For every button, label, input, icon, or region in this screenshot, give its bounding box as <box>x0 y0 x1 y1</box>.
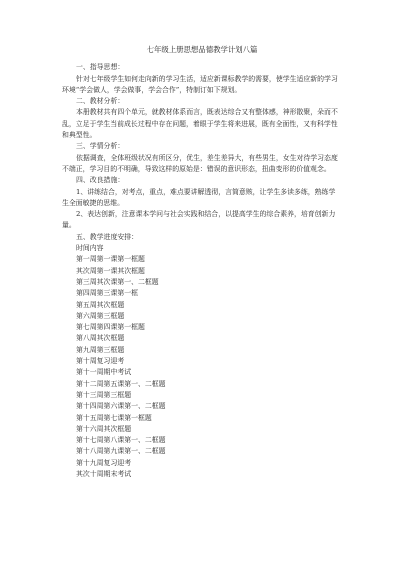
schedule-item: 其次周第一课其次框题 <box>76 266 145 275</box>
schedule-item: 第十八周第九课第一、二框题 <box>76 447 166 456</box>
schedule-item: 第十九周复习迎考 <box>76 458 132 467</box>
schedule-item: 第四周第三课第一框 <box>76 289 139 298</box>
document-page <box>62 44 342 480</box>
section-heading-improvement-measures: 四、改良措施： <box>76 176 125 185</box>
section-body-textbook-analysis: 本册教材共有四个单元，就教材体系而言，既表达综合又有整体感，神形散聚，朵而不乱，立足于学生当前成长过程中存在问题，着眼于学生将来进展，既有全面性，又有科学性和典型性。 <box>62 108 338 140</box>
schedule-item: 第九周第三框题 <box>76 345 125 354</box>
measure-item: 1、讲练结合，对考点，重点，难点要讲解透彻，言简意赅，让学生多读多练，熟练学生全面敏捷的思维。 <box>62 187 336 207</box>
schedule-heading: 五、教学进度安排： <box>76 232 139 241</box>
schedule-item: 第十四周第六课第一、二框题 <box>76 402 166 411</box>
schedule-item: 第十五周第七课第一框题 <box>76 413 152 422</box>
schedule-item: 第十二周第五课第一、二框题 <box>76 379 166 388</box>
document-title: 七年级上册思想品德教学计划八篇 <box>146 45 258 54</box>
schedule-item: 第十三周第三框题 <box>76 390 132 399</box>
schedule-item: 第十一周期中考试 <box>76 368 132 377</box>
section-heading-student-analysis: 三、学情分析： <box>76 142 125 151</box>
schedule-item: 第十七周第八课第一、二框题 <box>76 436 166 445</box>
schedule-item: 第一周第一课第一框题 <box>76 255 145 264</box>
schedule-item: 第五周其次框题 <box>76 300 125 309</box>
measure-item: 2、表达创新，注意课本学问与社会实践和结合，以提高学生的综合素养，培育创新力量。 <box>62 210 336 230</box>
schedule-item: 第十六周其次框题 <box>76 424 132 433</box>
section-body-guiding-thought: 针对七年级学生如何走向新的学习生活，适应新课标教学的需要，使学生适应新的学习环境“学会做人，学会做事，学会合作”，特制订如下规划。 <box>62 74 338 94</box>
schedule-list <box>62 254 342 480</box>
schedule-item: 第七周第四课第一框题 <box>76 323 145 332</box>
section-heading-textbook-analysis: 二、教材分析： <box>76 97 125 106</box>
schedule-item: 第八周其次框题 <box>76 334 125 343</box>
section-heading-guiding-thought: 一、指导思想： <box>76 63 125 72</box>
schedule-item: 其次十周期末考试 <box>76 469 132 478</box>
schedule-subheading: 时间内容 <box>76 244 104 253</box>
schedule-item: 第六周第三框题 <box>76 311 125 320</box>
schedule-item: 第十周复习迎考 <box>76 357 125 366</box>
section-body-student-analysis: 依据调查，全体班级状况有所区分，优生，差生差异大，有些男生，女生对待学习态度不端正，学习目的不明确，导致这样的原始是：错误的意识形态，扭曲变形的价值观念。 <box>62 153 338 173</box>
schedule-item: 第三周其次课第一、二框题 <box>76 277 159 286</box>
